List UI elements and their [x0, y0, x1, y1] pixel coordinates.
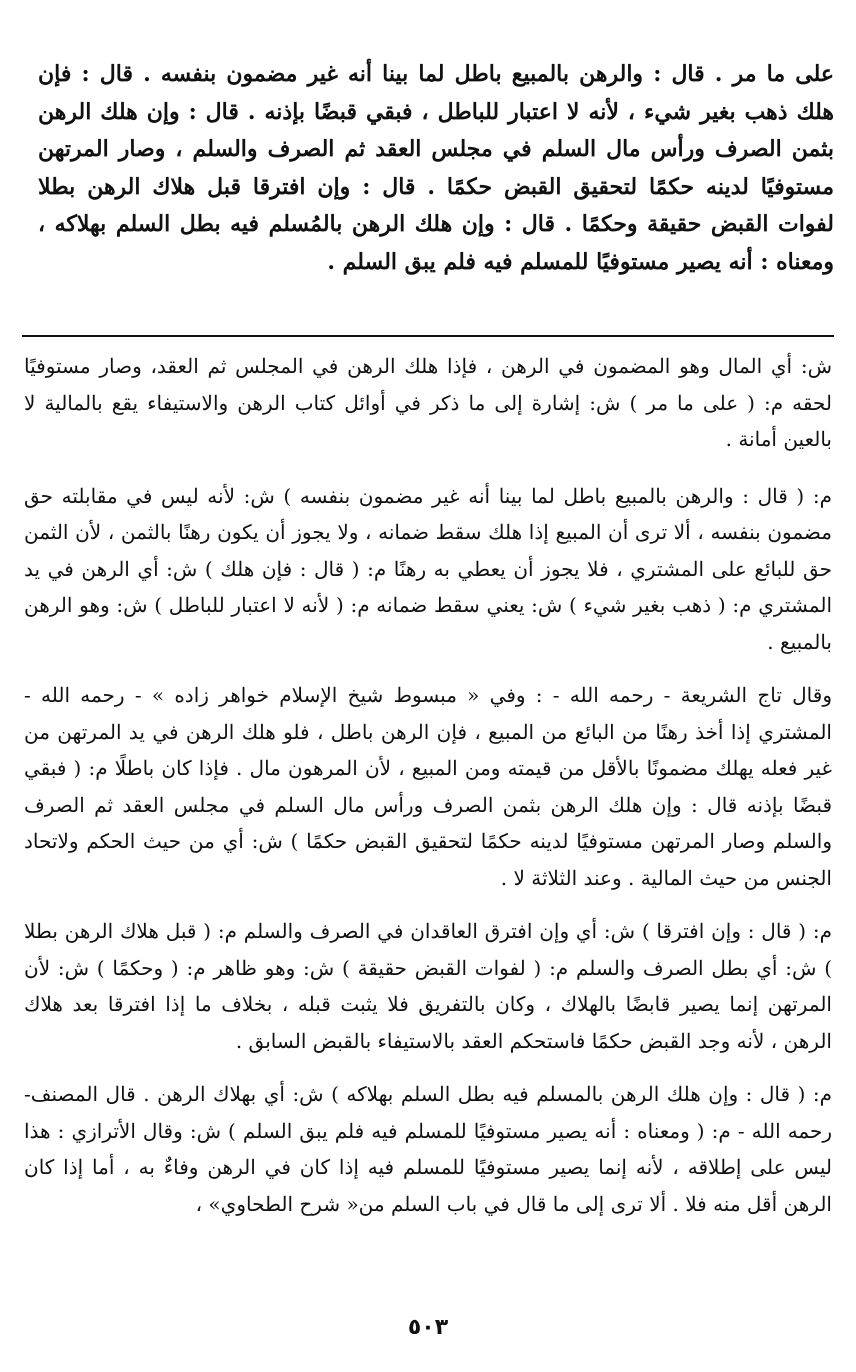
commentary-paragraph: م: ( قال : والرهن بالمبيع باطل لما بينا أنه غير مضمون بنفسه ) ش: لأنه ليس في مقابلته حق مضمون بنفسه ، ألا ترى أن المبيع إذا هلك سقط ضمانه ، ولا يجوز أن يكون رهنًا بالثمن ، لأن الثمن حق للبائع على المشتري ، فلا يجوز أن يعطي به رهنًا م: ( قال : فإن هلك ) ش: أي الرهن في يد المشتري م: ( ذهب بغير شيء ) ش: يعني سقط ضمانه م: ( لأنه لا اعتبار للباطل ) ش: وهو الرهن بالمبيع . — [24, 483, 832, 654]
page-number: ٥٠٣ — [407, 1315, 449, 1340]
separator-rule — [22, 335, 834, 337]
commentary-paragraph: وقال تاج الشريعة - رحمه الله - : وفي « مبسوط شيخ الإسلام خواهر زاده » - رحمه الله - المشتري إذا أخذ رهنًا من البائع من المبيع ، فإن الرهن باطل ، فلو هلك الرهن في يد المرتهن من غير فعله يهلك مضمونًا بالأقل من قيمته ومن المبيع ، لأن المرهون مال . فإذا كان باطلًا م: ( فبقي قبضًا بإذنه قال : وإن هلك الرهن بثمن الصرف ورأس مال السلم في مجلس العقد ثم الصرف والسلم وصار المرتهن مستوفيًا لدينه حكمًا لتحقيق القبض حكمًا ) ش: أي من حيث الحكم ولاتحاد الجنس من حيث المالية . وعند الثلاثة لا . — [24, 683, 832, 890]
commentary-paragraph: م: ( قال : وإن افترقا ) ش: أي وإن افترق العاقدان في الصرف والسلم م: ( قبل هلاك الرهن بطلا ) ش: أي بطل الصرف والسلم م: ( لفوات القبض حقيقة ) ش: وهو ظاهر م: ( وحكمًا ) ش: لأن المرتهن إنما يصير قابضًا بالهلاك ، وكان بالتفريق فلا يثبت قبله ، بخلاف ما إذا افترقا بعد هلاك الرهن ، لأنه وجد القبض حكمًا فاستحكم العقد بالاستيفاء بالقبض السابق . — [24, 919, 832, 1053]
commentary — [24, 348, 832, 1222]
commentary-paragraph: م: ( قال : وإن هلك الرهن بالمسلم فيه بطل السلم بهلاكه ) ش: أي بهلاك الرهن . قال المصنف- رحمه الله - م: ( ومعناه : أنه يصير مستوفيًا للمسلم فيه فلم يبق السلم ) ش: وقال الأترازي : هذا ليس على إطلاقه ، لأنه إنما يصير مستوفيًا للمسلم فيه إذا كان في الرهن وفاءٌ به ، أما إذا كان الرهن أقل منه فلا . ألا ترى إلى ما قال في باب السلم من« شرح الطحاوي» ، — [24, 1082, 832, 1216]
matn-text: على ما مر . قال : والرهن بالمبيع باطل لما بينا أنه غير مضمون بنفسه . قال : فإن هلك ذهب بغير شيء ، لأنه لا اعتبار للباطل ، فبقي قبضًا بإذنه . قال : وإن هلك الرهن بثمن الصرف ورأس مال السلم في مجلس العقد ثم الصرف والسلم ، وصار المرتهن مستوفيًا لدينه حكمًا لتحقيق القبض حكمًا . قال : وإن افترقا قبل هلاك الرهن بطلا لفوات القبض حقيقة وحكمًا . قال : وإن هلك الرهن بالمُسلم فيه بطل السلم بهلاكه ، ومعناه : أنه يصير مستوفيًا للمسلم فيه فلم يبق السلم . — [38, 61, 834, 275]
commentary-paragraph: ش: أي المال وهو المضمون في الرهن ، فإذا هلك الرهن في المجلس ثم العقد، وصار مستوفيًا لحقه م: ( على ما مر ) ش: إشارة إلى ما ذكر في أوائل كتاب الرهن والاستيفاء يقع بالمالية لا بالعين أمانة . — [24, 354, 832, 451]
